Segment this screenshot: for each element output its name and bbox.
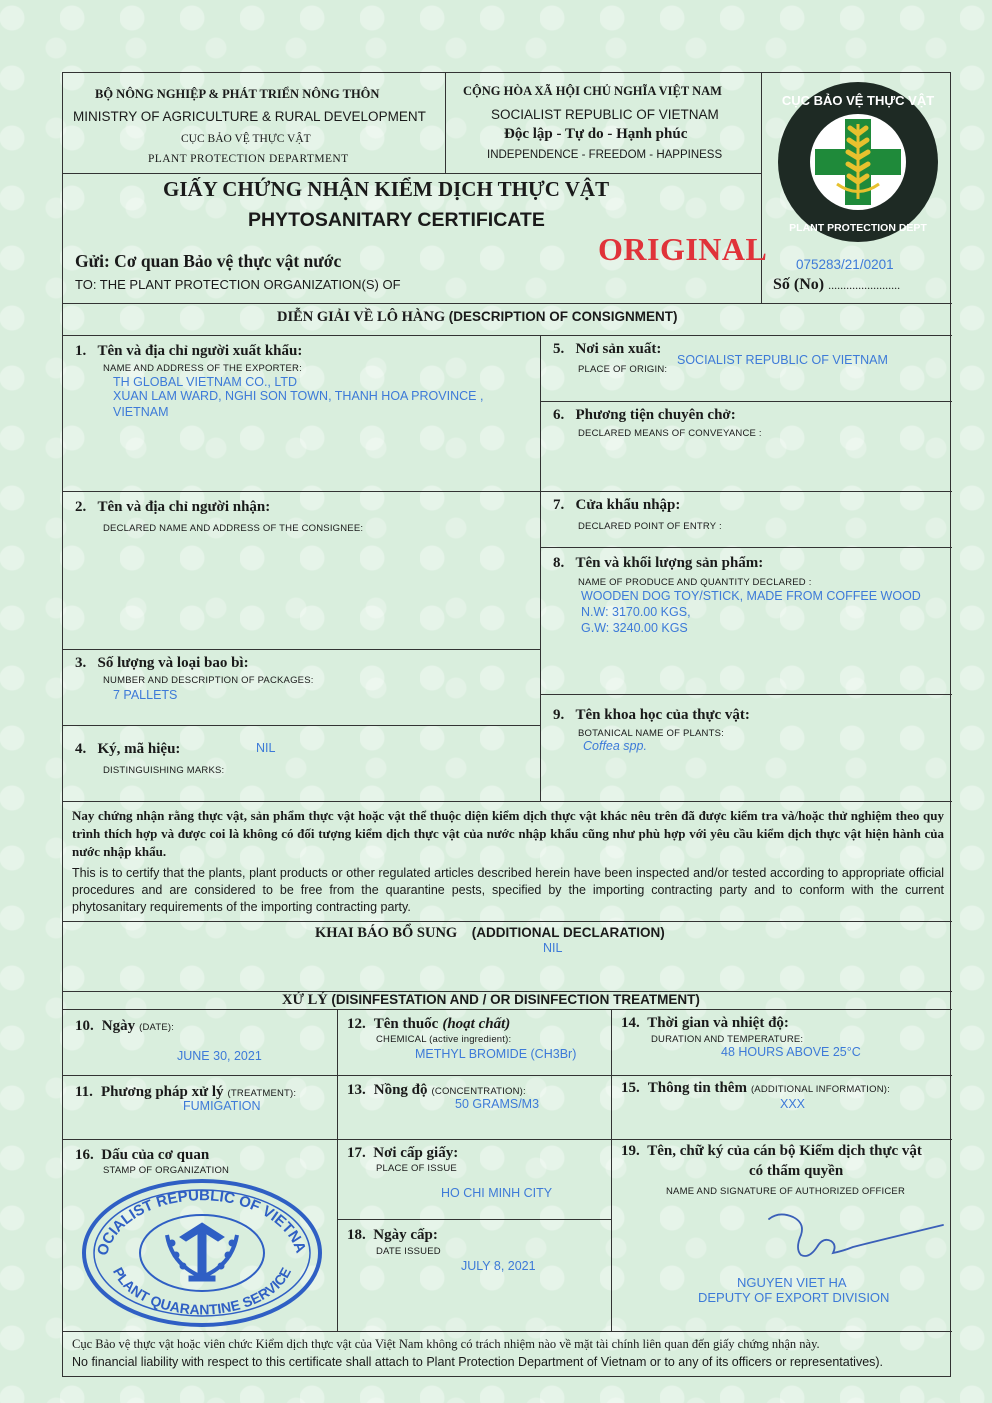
officer-signature (703, 1205, 948, 1265)
field-14-label: 14. Thời gian và nhiệt độ: (621, 1015, 789, 1031)
field-6-label: 6. Phương tiện chuyên chở: (553, 407, 736, 423)
motto-vn: Độc lập - Tự do - Hạnh phúc (504, 126, 688, 142)
liability-note-vn: Cục Bảo vệ thực vật hoặc viên chức Kiểm dịch thực vật của Việt Nam không có trách nhiệm nào về mặt tài chính liên quan đến giấy chứng nhận này. (72, 1337, 820, 1351)
treatment-method: FUMIGATION (183, 1099, 261, 1113)
field-1-label-en: NAME AND ADDRESS OF THE EXPORTER: (103, 363, 302, 374)
divider (337, 1219, 611, 1220)
republic-vn: CỘNG HÒA XÃ HỘI CHỦ NGHĨA VIỆT NAM (463, 84, 722, 98)
exporter-address: XUAN LAM WARD, NGHI SON TOWN, THANH HOA PROVINCE , (113, 389, 484, 403)
field-18-label: 18. Ngày cấp: (347, 1227, 438, 1243)
net-weight: N.W: 3170.00 KGS, (581, 605, 691, 619)
department-vn: CỤC BẢO VỆ THỰC VẬT (181, 133, 311, 145)
field-9-label-en: BOTANICAL NAME OF PLANTS: (578, 728, 724, 739)
additional-declaration-value: NIL (543, 941, 563, 955)
exporter-name: TH GLOBAL VIETNAM CO., LTD (113, 375, 298, 389)
concentration-value: 50 GRAMS/M3 (455, 1097, 540, 1111)
additional-declaration-heading: KHAI BÁO BỔ SUNG (ADDITIONAL DECLARATION) (315, 925, 665, 941)
divider (337, 1009, 338, 1331)
field-2-label: 2. Tên và địa chỉ người nhận: (75, 499, 271, 515)
certificate-title-vn: GIẤY CHỨNG NHẬN KIỂM DỊCH THỰC VẬT (163, 177, 610, 201)
divider (445, 73, 446, 173)
gross-weight: G.W: 3240.00 KGS (581, 621, 688, 635)
divider (611, 1009, 612, 1331)
number-dots: ........................ (828, 278, 901, 292)
divider (63, 335, 952, 336)
republic-en: SOCIALIST REPUBLIC OF VIETNAM (491, 107, 719, 122)
marks-value: NIL (256, 741, 276, 755)
department-en: PLANT PROTECTION DEPARTMENT (148, 153, 349, 165)
svg-text:PLANT PROTECTION DEPT: PLANT PROTECTION DEPT (789, 222, 927, 234)
field-4-label: 4. Ký, mã hiệu: (75, 741, 181, 757)
divider (63, 1075, 952, 1076)
field-18-label-en: DATE ISSUED (376, 1246, 441, 1257)
certification-text-vn: Nay chứng nhận rằng thực vật, sản phẩm thực vật hoặc vật thể thuộc diện kiểm dịch thực vật khác nêu trên đã được kiểm tra và/hoặc thử nghiệm theo quy trình thích hợp và được coi là không có đối tượng kiểm dịch thực vật của nước nhập khẩu cũng như phù hợp với yêu cầu kiểm dịch thực vật hiện hành của nước nhập khẩu. (72, 808, 944, 859)
field-13-label: 13. Nồng độ (CONCENTRATION): (347, 1082, 526, 1098)
field-8-label-en: NAME OF PRODUCE AND QUANTITY DECLARED : (578, 577, 812, 588)
field-5-label: 5. Nơi sản xuất: (553, 341, 662, 357)
field-17-label: 17. Nơi cấp giấy: (347, 1145, 459, 1161)
divider (63, 1139, 952, 1140)
ppd-logo (775, 79, 941, 245)
divider (63, 303, 952, 304)
to-label-en: TO: THE PLANT PROTECTION ORGANIZATION(S) OF (75, 277, 401, 292)
place-of-issue: HO CHI MINH CITY (441, 1186, 553, 1200)
wheat-cross-icon (775, 79, 941, 245)
divider (63, 491, 540, 492)
field-11-label: 11. Phương pháp xử lý (TREATMENT): (75, 1084, 297, 1100)
field-16-label: 16. Dấu của cơ quan (75, 1147, 210, 1163)
divider (63, 649, 540, 650)
certification-text-en: This is to certify that the plants, plant products or other regulated articles described herein have been inspected and/or tested according to appropriate official procedures and are considered to be free from the quarantine pests, specified by the importing contracting party and to conform with the current phytosanitary requirements of the importing contracting party. (72, 866, 944, 914)
divider (540, 491, 952, 492)
field-16-label-en: STAMP OF ORGANIZATION (103, 1165, 230, 1176)
motto-en: INDEPENDENCE - FREEDOM - HAPPINESS (487, 149, 723, 161)
officer-title: DEPUTY OF EXPORT DIVISION (698, 1290, 890, 1305)
svg-text:CỤC BẢO VỆ THỰC VẬT: CỤC BẢO VỆ THỰC VẬT (781, 93, 935, 108)
field-1-label: 1. Tên và địa chỉ người xuất khẩu: (75, 343, 303, 359)
divider (540, 335, 541, 801)
divider (761, 73, 762, 303)
consignment-heading: DIỄN GIẢI VỀ LÔ HÀNG (DESCRIPTION OF CONSIGNMENT) (277, 309, 678, 325)
field-3-label: 3. Số lượng và loại bao bì: (75, 655, 249, 671)
emblem-icon (167, 1223, 237, 1281)
treatment-date: JUNE 30, 2021 (177, 1049, 262, 1063)
chemical-value: METHYL BROMIDE (CH3Br) (415, 1047, 577, 1061)
certificate-title-en: PHYTOSANITARY CERTIFICATE (248, 209, 545, 231)
divider (540, 547, 952, 548)
field-2-label-en: DECLARED NAME AND ADDRESS OF THE CONSIGNEE: (103, 523, 364, 534)
treatment-heading: XỬ LÝ (DISINFESTATION AND / OR DISINFECTION TREATMENT) (282, 992, 700, 1008)
stamp-bottom-text: PLANT QUARANTINE SERVICE (109, 1264, 295, 1318)
field-19-label: 19. Tên, chữ ký của cán bộ Kiểm dịch thực vật (621, 1143, 922, 1159)
divider (63, 725, 540, 726)
phytosanitary-certificate (62, 72, 951, 1377)
field-19-label-line2: có thẩm quyền (749, 1163, 844, 1179)
divider (63, 801, 952, 802)
field-15-label: 15. Thông tin thêm (ADDITIONAL INFORMATION): (621, 1080, 890, 1096)
officer-name: NGUYEN VIET HA (737, 1275, 847, 1290)
quarantine-stamp (77, 1173, 327, 1328)
to-label-vn: Gửi: Cơ quan Bảo vệ thực vật nước (75, 251, 342, 271)
certificate-number: 075283/21/0201 (796, 257, 894, 272)
field-6-label-en: DECLARED MEANS OF CONVEYANCE : (578, 428, 762, 439)
duration-value: 48 HOURS ABOVE 25°C (721, 1045, 861, 1059)
divider (63, 173, 761, 174)
field-14-label-en: DURATION AND TEMPERATURE: (651, 1034, 804, 1045)
liability-note-en: No financial liability with respect to this certificate shall attach to Plant Protection Department of Vietnam or to any of its officers or representatives). (72, 1355, 884, 1369)
produce-name: WOODEN DOG TOY/STICK, MADE FROM COFFEE WOOD (581, 589, 921, 603)
number-label: Số (No) (773, 276, 825, 293)
field-5-label-en: PLACE OF ORIGIN: (578, 364, 668, 375)
field-17-label-en: PLACE OF ISSUE (376, 1163, 457, 1174)
field-9-label: 9. Tên khoa học của thực vật: (553, 707, 750, 723)
date-issued: JULY 8, 2021 (461, 1259, 536, 1273)
origin-value: SOCIALIST REPUBLIC OF VIETNAM (677, 353, 888, 367)
field-12-label: 12. Tên thuốc (hoạt chất) (347, 1016, 511, 1032)
original-stamp: ORIGINAL (598, 231, 768, 267)
divider (63, 921, 952, 922)
exporter-country: VIETNAM (113, 405, 169, 419)
divider (540, 694, 952, 695)
field-7-label-en: DECLARED POINT OF ENTRY : (578, 521, 722, 532)
packages-value: 7 PALLETS (113, 688, 178, 702)
divider (63, 1331, 952, 1332)
field-10-label: 10. Ngày (DATE): (75, 1018, 175, 1034)
field-7-label: 7. Cửa khẩu nhập: (553, 497, 681, 513)
ministry-en: MINISTRY OF AGRICULTURE & RURAL DEVELOPMENT (73, 109, 426, 124)
ministry-vn: BỘ NÔNG NGHIỆP & PHÁT TRIỂN NÔNG THÔN (95, 87, 380, 101)
field-19-label-en: NAME AND SIGNATURE OF AUTHORIZED OFFICER (666, 1186, 906, 1197)
field-8-label: 8. Tên và khối lượng sản phẩm: (553, 555, 764, 571)
additional-info-value: XXX (780, 1097, 806, 1111)
field-3-label-en: NUMBER AND DESCRIPTION OF PACKAGES: (103, 675, 314, 686)
divider (540, 401, 952, 402)
field-4-label-en: DISTINGUISHING MARKS: (103, 765, 225, 776)
stamp-top-text: OCIALIST REPUBLIC OF VIETNA (93, 1187, 310, 1258)
divider (63, 1009, 952, 1010)
field-12-label-en: CHEMICAL (active ingredient): (376, 1034, 512, 1045)
botanical-name: Coffea spp. (583, 739, 647, 753)
